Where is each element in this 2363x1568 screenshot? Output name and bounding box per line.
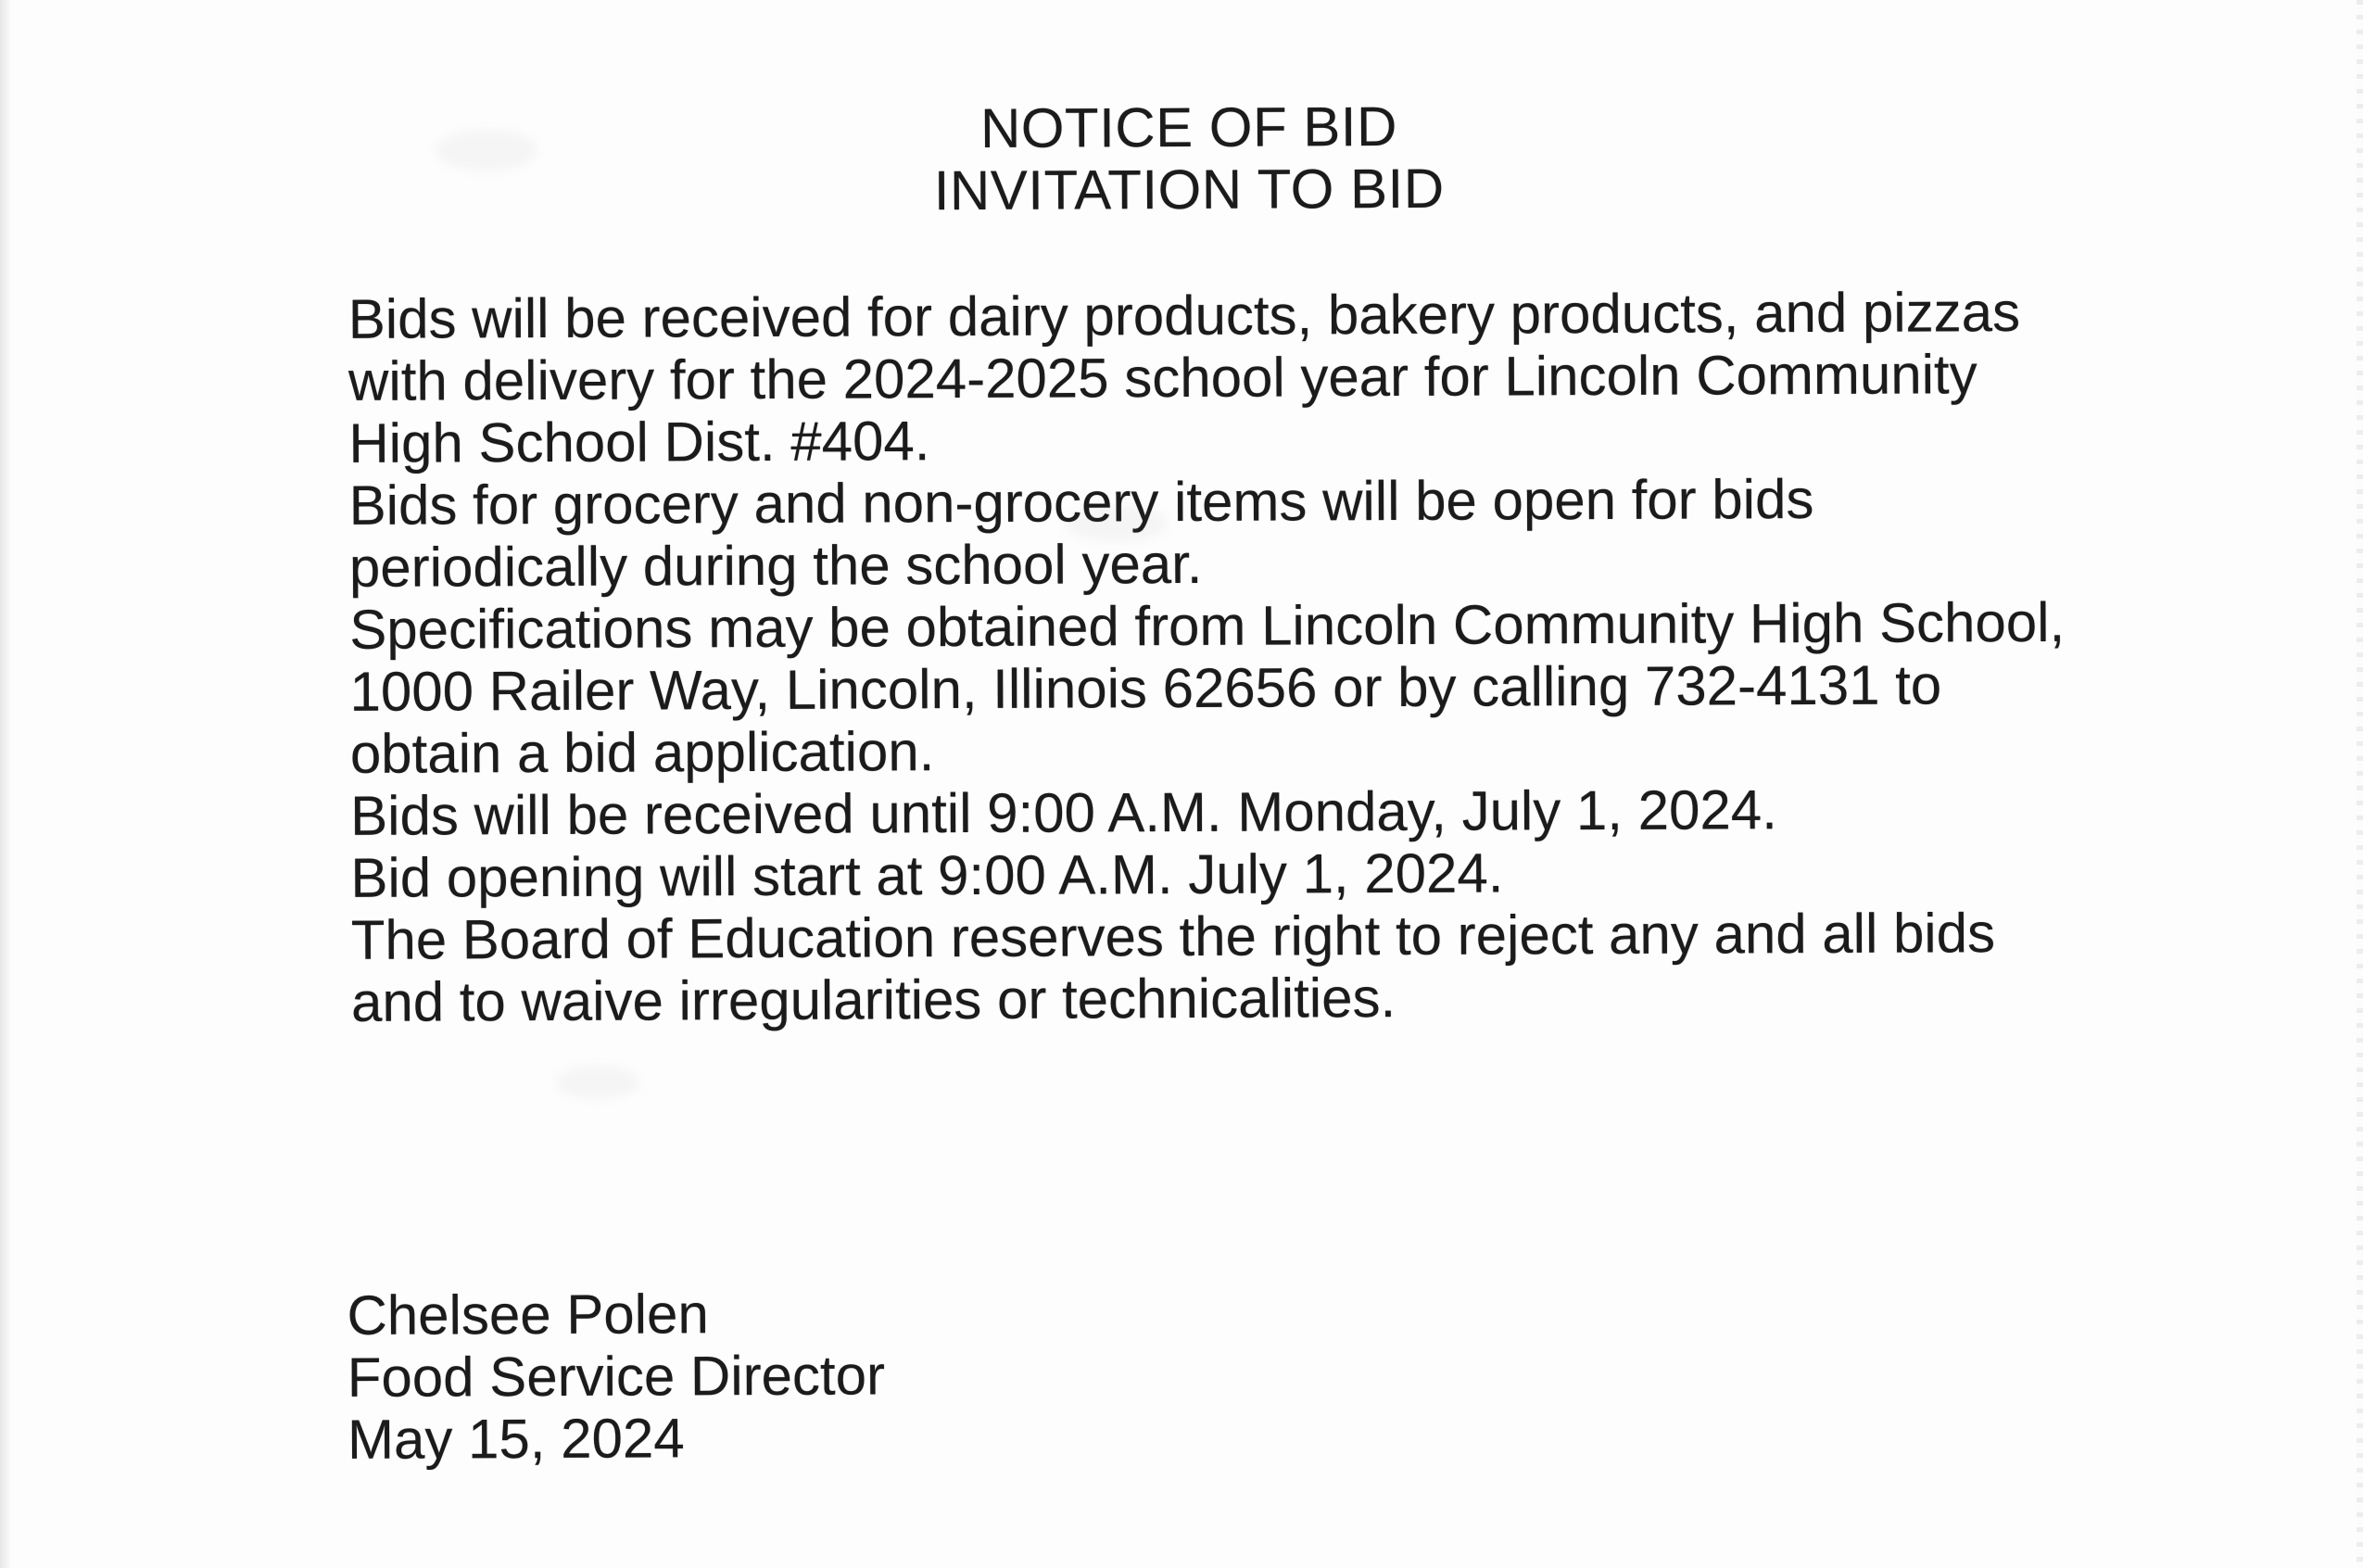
scan-smudge [1066, 505, 1168, 542]
body-line: Bids will be received until 9:00 A.M. Monday, July 1, 2024. [349, 778, 1777, 847]
scan-smudge [556, 1066, 639, 1099]
document-body [348, 281, 2066, 1033]
body-line: The Board of Education reserves the right to reject any and all bids [350, 902, 1996, 971]
body-line: Bid opening will start at 9:00 A.M. July 1, 2024. [350, 841, 1504, 909]
document-title-line: NOTICE OF BID [979, 95, 1397, 159]
body-line: Specifications may be obtained from Lincoln Community High School, [349, 590, 2066, 661]
document-subtitle-line: INVITATION TO BID [933, 157, 1445, 222]
signature-role: Food Service Director [347, 1344, 886, 1409]
scan-edge-artifact-left [0, 0, 11, 1568]
body-line: with delivery for the 2024-2025 school year for Lincoln Community [348, 343, 1978, 412]
body-line: 1000 Railer Way, Lincoln, Illinois 62656 or by calling 732-4131 to [349, 653, 1942, 723]
signature-date: May 15, 2024 [347, 1407, 685, 1471]
scan-smudge [436, 130, 537, 171]
body-line: Bids will be received for dairy products, bakery products, and pizzas [348, 281, 2021, 350]
signature-block [347, 1282, 885, 1471]
body-line: periodically during the school year. [348, 532, 1203, 599]
body-line: Bids for grocery and non-grocery items will be open for bids [348, 468, 1814, 537]
signature-name: Chelsee Polen [347, 1283, 709, 1347]
body-line: and to waive irregularities or technicalities. [350, 966, 1396, 1033]
scan-edge-artifact-right [2357, 0, 2363, 1568]
body-line: obtain a bid application. [349, 720, 935, 785]
body-line: High School Dist. #404. [348, 410, 930, 474]
document-title-block [0, 91, 2360, 225]
